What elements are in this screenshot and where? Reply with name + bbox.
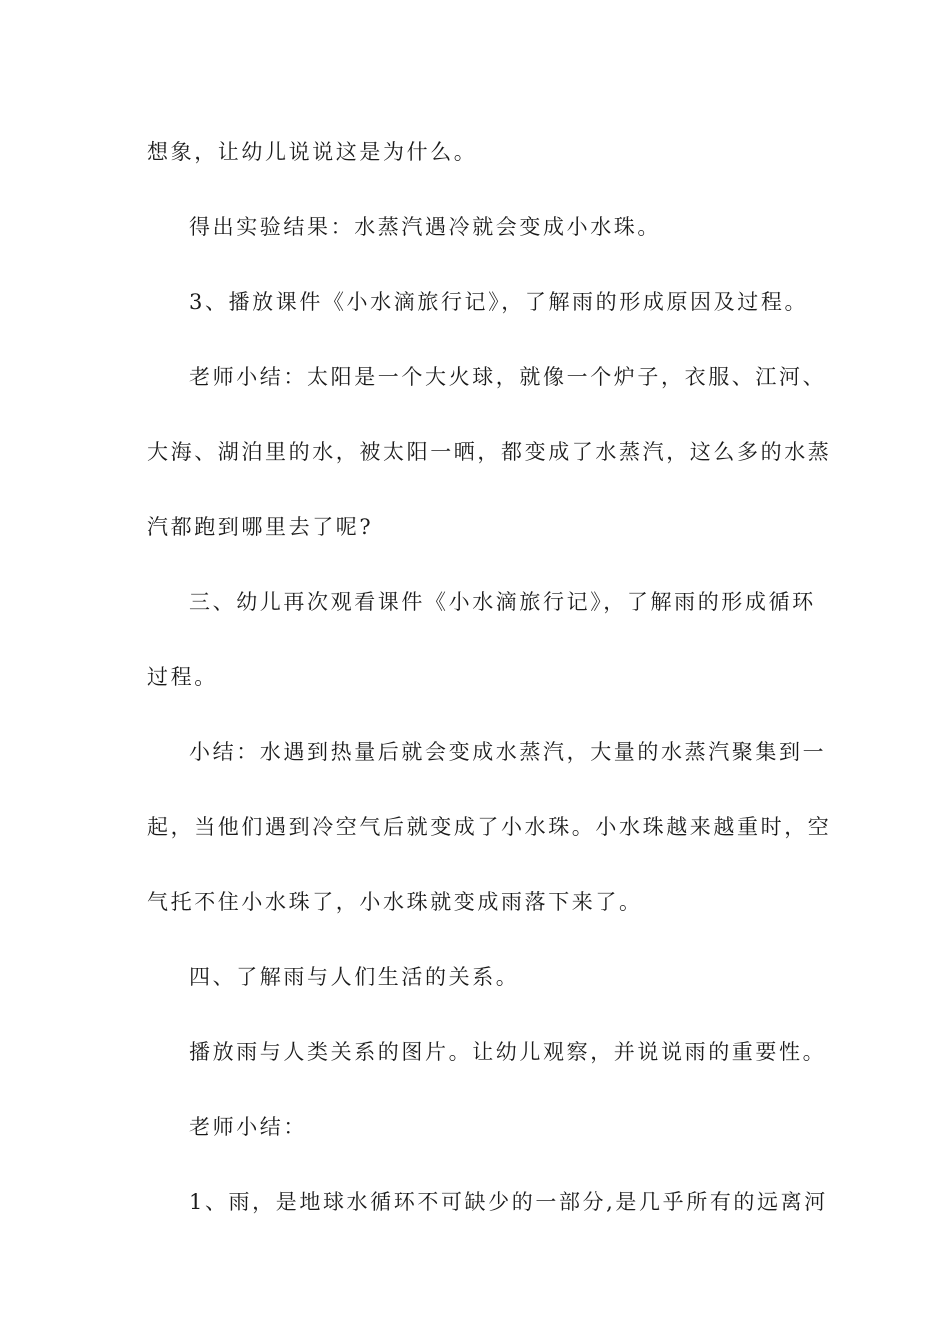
text-line: 小结：水遇到热量后就会变成水蒸汽，大量的水蒸汽聚集到一: [189, 740, 827, 764]
text-line: 3、播放课件《小水滴旅行记》，了解雨的形成原因及过程。: [189, 290, 809, 314]
text-line: 汽都跑到哪里去了呢?: [147, 515, 374, 539]
text-line: 起，当他们遇到冷空气后就变成了小水珠。小水珠越来越重时，空: [147, 815, 832, 839]
text-line: 1、雨，是地球水循环不可缺少的一部分,是几乎所有的远离河: [189, 1190, 828, 1214]
text-line: 四、了解雨与人们生活的关系。: [189, 965, 520, 989]
text-line: 过程。: [147, 665, 218, 689]
text-line: 播放雨与人类关系的图片。让幼儿观察，并说说雨的重要性。: [189, 1040, 827, 1064]
text-line: 老师小结：太阳是一个大火球，就像一个炉子，衣服、江河、: [189, 365, 827, 389]
text-line: 老师小结：: [189, 1115, 307, 1139]
text-line: 大海、湖泊里的水，被太阳一晒，都变成了水蒸汽，这么多的水蒸: [147, 440, 832, 464]
text-line: 想象，让幼儿说说这是为什么。: [147, 140, 478, 164]
text-line: 得出实验结果：水蒸汽遇冷就会变成小水珠。: [189, 215, 661, 239]
text-line: 气托不住小水珠了，小水珠就变成雨落下来了。: [147, 890, 643, 914]
text-line: 三、幼儿再次观看课件《小水滴旅行记》，了解雨的形成循环: [189, 590, 816, 614]
